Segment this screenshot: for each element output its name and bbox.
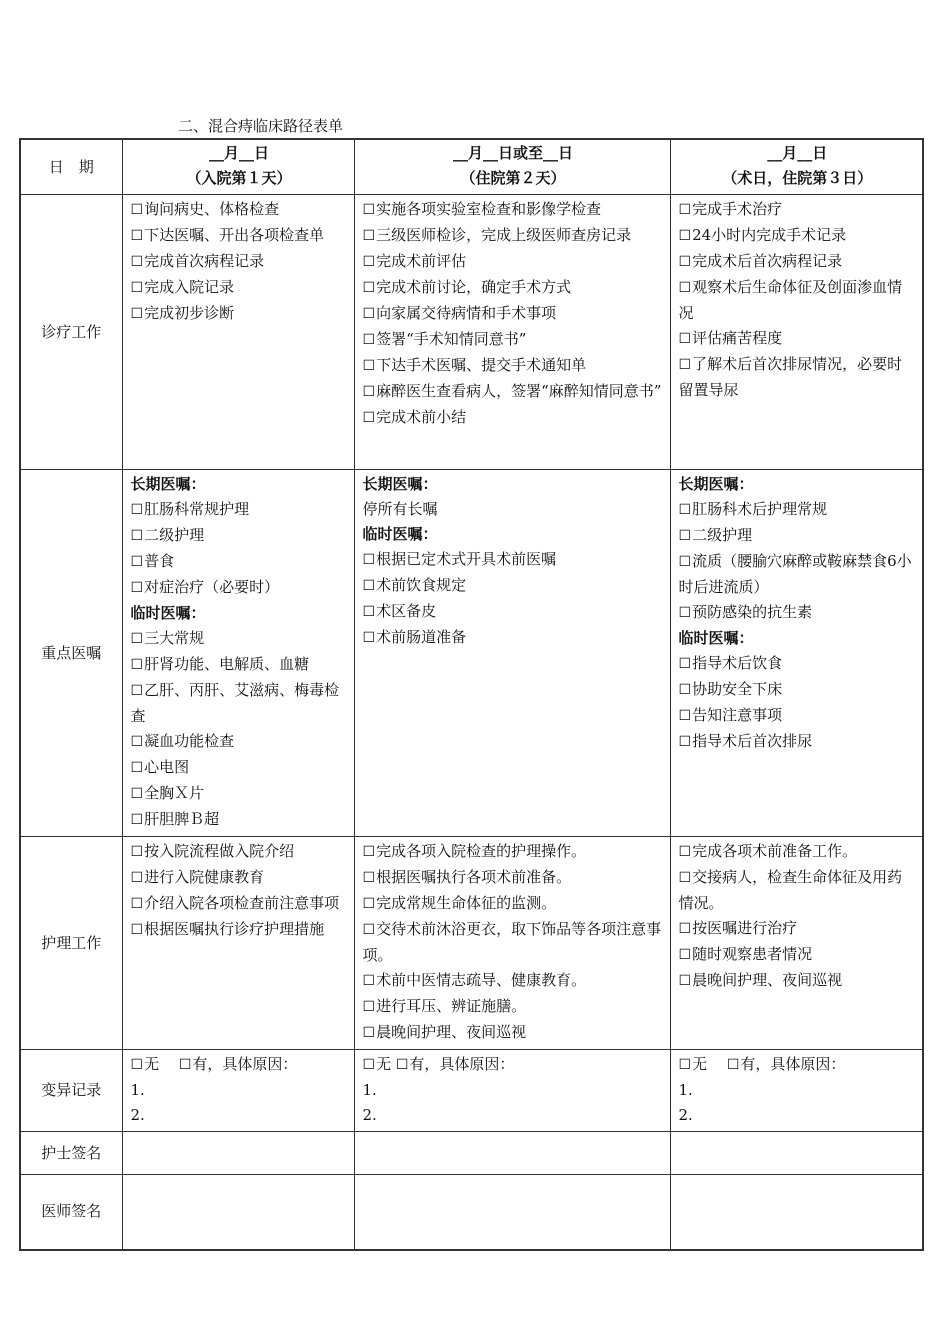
checkbox[interactable]: ☐ — [678, 973, 692, 989]
option-has-label: 有，具体原因： — [192, 1055, 298, 1073]
list-item — [679, 549, 917, 600]
orders-day2-long-text: 停所有长嘱 — [362, 500, 438, 518]
list-item-text: 普食 — [144, 552, 175, 570]
checkbox[interactable]: ☐ — [130, 502, 144, 518]
orders-day1-temp-title: 临时医嘱： — [130, 604, 206, 622]
checkbox[interactable]: ☐ — [678, 331, 692, 347]
list-item-text: 指导术后首次排尿 — [692, 732, 813, 750]
nurse-sign-row — [20, 1132, 923, 1175]
orders-day1-long-title: 长期医嘱： — [130, 475, 206, 493]
header-day2 — [354, 139, 670, 195]
header-day1 — [122, 139, 354, 195]
list-item — [363, 891, 664, 917]
list-item-text: 进行耳压、辨证施膳。 — [376, 997, 527, 1015]
checkbox[interactable]: ☐ — [362, 1025, 376, 1041]
clinical-pathway-table — [19, 138, 924, 1251]
list-item — [131, 652, 348, 678]
list-item — [363, 249, 664, 275]
list-item-text: 24小时内完成手术记录 — [692, 226, 847, 244]
checkbox-has[interactable]: ☐ — [178, 1057, 192, 1073]
checkbox[interactable]: ☐ — [362, 280, 376, 296]
nursing-label: 护理工作 — [20, 837, 122, 1050]
orders-day1-long-list — [131, 497, 348, 601]
checkbox[interactable]: ☐ — [362, 254, 376, 270]
list-item-text: 乙肝、丙肝、艾滋病、梅毒检查 — [130, 681, 340, 725]
list-item-text: 肛肠科术后护理常规 — [692, 500, 828, 518]
option-none-label: 无 — [144, 1055, 160, 1073]
diagnosis-day2 — [354, 195, 670, 470]
list-item-text: 下达医嘱、开出各项检查单 — [144, 226, 325, 244]
checkbox[interactable]: ☐ — [130, 734, 144, 750]
checkbox[interactable]: ☐ — [678, 605, 692, 621]
header-day1-sub: （入院第１天） — [186, 169, 292, 187]
checkbox[interactable]: ☐ — [362, 578, 376, 594]
list-item-text: 指导术后饮食 — [692, 654, 783, 672]
list-item — [679, 352, 917, 403]
list-item — [363, 968, 664, 994]
checkbox-none[interactable]: ☐ — [130, 1057, 144, 1073]
list-item — [131, 497, 348, 523]
list-item-text: 完成常规生命体征的监测。 — [376, 894, 557, 912]
list-item — [131, 839, 348, 865]
list-item-text: 三大常规 — [144, 629, 205, 647]
list-item-text: 麻醉医生查看病人，签署“麻醉知情同意书” — [376, 382, 662, 400]
checkbox[interactable]: ☐ — [362, 202, 376, 218]
checkbox[interactable]: ☐ — [678, 870, 692, 886]
list-item — [363, 353, 664, 379]
list-item — [363, 839, 664, 865]
header-day2-sub: （住院第２天） — [460, 169, 566, 187]
header-day3-sub: （术日，住院第３日） — [722, 169, 873, 187]
checkbox[interactable]: ☐ — [678, 844, 692, 860]
checkbox[interactable]: ☐ — [130, 657, 144, 673]
variance-day3 — [670, 1050, 923, 1132]
list-item — [363, 379, 664, 405]
list-item-text: 完成术前评估 — [376, 252, 467, 270]
list-item-text: 全胸Ｘ片 — [144, 784, 205, 802]
variance-day2-item1: 1. — [362, 1081, 377, 1099]
list-item — [363, 301, 664, 327]
diagnosis-day3 — [670, 195, 923, 470]
list-item — [363, 275, 664, 301]
list-item — [131, 678, 348, 729]
orders-label: 重点医嘱 — [20, 470, 122, 837]
checkbox[interactable]: ☐ — [362, 552, 376, 568]
checkbox[interactable]: ☐ — [130, 631, 144, 647]
list-item-text: 根据已定术式开具术前医嘱 — [376, 550, 557, 568]
variance-day3-item2: 2. — [678, 1106, 693, 1124]
header-day2-date: __月__日或至__日 — [452, 144, 573, 162]
list-item-text: 按医嘱进行治疗 — [692, 919, 798, 937]
list-item-text: 告知注意事项 — [692, 706, 783, 724]
list-item — [131, 549, 348, 575]
list-item — [679, 839, 917, 865]
checkbox[interactable]: ☐ — [678, 202, 692, 218]
orders-day2-temp-title: 临时医嘱： — [362, 525, 438, 543]
option-none-label: 无 — [692, 1055, 708, 1073]
list-item — [363, 405, 664, 431]
list-item-text: 完成术前讨论，确定手术方式 — [376, 278, 572, 296]
list-item — [363, 327, 664, 353]
list-item-text: 晨晚间护理、夜间巡视 — [376, 1023, 527, 1041]
variance-day3-item1: 1. — [678, 1081, 693, 1099]
checkbox[interactable]: ☐ — [130, 844, 144, 860]
list-item-text: 按入院流程做入院介绍 — [144, 842, 295, 860]
list-item — [131, 891, 348, 917]
variance-row — [20, 1050, 923, 1132]
variance-day1-options — [131, 1052, 348, 1078]
list-item-text: 完成手术治疗 — [692, 200, 783, 218]
list-item-text: 观察术后生命体征及创面渗血情况 — [678, 278, 903, 322]
nursing-day2 — [354, 837, 670, 1050]
list-item — [131, 865, 348, 891]
nursing-row — [20, 837, 923, 1050]
header-day3-date: __月__日 — [767, 144, 828, 162]
list-item — [363, 917, 664, 968]
option-has-label: 有，具体原因： — [409, 1055, 515, 1073]
list-item-text: 完成各项术前准备工作。 — [692, 842, 858, 860]
list-item-text: 向家属交待病情和手术事项 — [376, 304, 557, 322]
checkbox[interactable]: ☐ — [678, 682, 692, 698]
checkbox[interactable]: ☐ — [362, 922, 376, 938]
list-item — [679, 523, 917, 549]
checkbox-has[interactable]: ☐ — [726, 1057, 740, 1073]
list-item — [131, 781, 348, 807]
list-item — [679, 677, 917, 703]
checkbox[interactable]: ☐ — [678, 734, 692, 750]
orders-day3-temp-list — [679, 651, 917, 755]
document-title: 二、混合痔临床路径表单 — [178, 117, 344, 135]
option-has-label: 有，具体原因： — [740, 1055, 846, 1073]
diagnosis-row — [20, 195, 923, 470]
checkbox-has[interactable]: ☐ — [395, 1057, 409, 1073]
checkbox[interactable]: ☐ — [678, 708, 692, 724]
list-item-text: 术前肠道准备 — [376, 628, 467, 646]
checkbox[interactable]: ☐ — [678, 280, 692, 296]
header-day1-date: __月__日 — [208, 144, 269, 162]
checkbox[interactable]: ☐ — [678, 947, 692, 963]
checkbox[interactable]: ☐ — [130, 254, 144, 270]
checkbox[interactable]: ☐ — [362, 332, 376, 348]
variance-day2 — [354, 1050, 670, 1132]
list-item — [679, 326, 917, 352]
list-item-text: 对症治疗（必要时） — [144, 578, 280, 596]
orders-row — [20, 470, 923, 837]
list-item — [679, 968, 917, 994]
doctor-sign-day3[interactable] — [670, 1175, 923, 1250]
list-item-text: 交待术前沐浴更衣，取下饰品等各项注意事项。 — [362, 920, 662, 964]
list-item-text: 签署“手术知情同意书” — [376, 330, 527, 348]
checkbox[interactable]: ☐ — [362, 896, 376, 912]
checkbox[interactable]: ☐ — [678, 554, 692, 570]
list-item-text: 根据医嘱执行诊疗护理措施 — [144, 920, 325, 938]
checkbox[interactable]: ☐ — [130, 202, 144, 218]
checkbox[interactable]: ☐ — [362, 604, 376, 620]
list-item — [363, 994, 664, 1020]
list-item — [131, 917, 348, 943]
orders-day3-long-list — [679, 497, 917, 626]
list-item-text: 下达手术医嘱、提交手术通知单 — [376, 356, 587, 374]
diagnosis-label: 诊疗工作 — [20, 195, 122, 470]
list-item — [131, 223, 348, 249]
list-item — [679, 865, 917, 916]
list-item-text: 完成入院记录 — [144, 278, 235, 296]
variance-day2-item2: 2. — [362, 1106, 377, 1124]
list-item-text: 三级医师检诊，完成上级医师查房记录 — [376, 226, 632, 244]
list-item-text: 协助安全下床 — [692, 680, 783, 698]
list-item — [131, 729, 348, 755]
list-item-text: 晨晚间护理、夜间巡视 — [692, 971, 843, 989]
list-item — [131, 523, 348, 549]
list-item — [131, 275, 348, 301]
checkbox-none[interactable]: ☐ — [362, 1057, 376, 1073]
checkbox[interactable]: ☐ — [130, 896, 144, 912]
date-label: 日 期 — [20, 139, 122, 195]
list-item-text: 完成首次病程记录 — [144, 252, 265, 270]
list-item — [363, 865, 664, 891]
checkbox[interactable]: ☐ — [678, 921, 692, 937]
checkbox[interactable]: ☐ — [678, 656, 692, 672]
nurse-sign-day2[interactable] — [354, 1132, 670, 1175]
list-item — [363, 223, 664, 249]
nursing-day1 — [122, 837, 354, 1050]
checkbox[interactable]: ☐ — [130, 786, 144, 802]
checkbox[interactable]: ☐ — [130, 870, 144, 886]
checkbox[interactable]: ☐ — [678, 357, 692, 373]
list-item-text: 二级护理 — [692, 526, 753, 544]
checkbox[interactable]: ☐ — [130, 554, 144, 570]
checkbox[interactable]: ☐ — [362, 228, 376, 244]
checkbox[interactable]: ☐ — [130, 812, 144, 828]
checkbox[interactable]: ☐ — [362, 306, 376, 322]
list-item-text: 随时观察患者情况 — [692, 945, 813, 963]
list-item — [131, 626, 348, 652]
nursing-day3 — [670, 837, 923, 1050]
list-item-text: 完成各项入院检查的护理操作。 — [376, 842, 587, 860]
list-item — [679, 275, 917, 326]
list-item-text: 术前饮食规定 — [376, 576, 467, 594]
orders-day1 — [122, 470, 354, 837]
list-item-text: 评估痛苦程度 — [692, 329, 783, 347]
list-item — [679, 497, 917, 523]
nurse-sign-day1[interactable] — [122, 1132, 354, 1175]
checkbox[interactable]: ☐ — [362, 999, 376, 1015]
orders-day2-temp-list — [363, 547, 664, 651]
checkbox[interactable]: ☐ — [130, 922, 144, 938]
diagnosis-day1 — [122, 195, 354, 470]
list-item — [679, 942, 917, 968]
list-item-text: 肝肾功能、电解质、血糖 — [144, 655, 310, 673]
orders-day3 — [670, 470, 923, 837]
list-item — [679, 223, 917, 249]
orders-day3-long-title: 长期医嘱： — [678, 475, 754, 493]
header-day3 — [670, 139, 923, 195]
list-item-text: 心电图 — [144, 758, 190, 776]
list-item — [363, 197, 664, 223]
list-item-text: 询问病史、体格检查 — [144, 200, 280, 218]
orders-day2 — [354, 470, 670, 837]
checkbox[interactable]: ☐ — [362, 358, 376, 374]
list-item — [131, 197, 348, 223]
orders-day1-temp-list — [131, 626, 348, 833]
list-item-text: 完成术前小结 — [376, 408, 467, 426]
checkbox[interactable]: ☐ — [362, 630, 376, 646]
option-none-label: 无 — [376, 1055, 392, 1073]
list-item-text: 实施各项实验室检查和影像学检查 — [376, 200, 602, 218]
header-row — [20, 139, 923, 195]
list-item-text: 根据医嘱执行各项术前准备。 — [376, 868, 572, 886]
list-item-text: 肝胆脾Ｂ超 — [144, 810, 220, 828]
variance-day3-options — [679, 1052, 917, 1078]
variance-day1-item1: 1. — [130, 1081, 145, 1099]
doctor-sign-label: 医师签名 — [20, 1175, 122, 1250]
list-item — [131, 301, 348, 327]
list-item-text: 凝血功能检查 — [144, 732, 235, 750]
variance-day1-item2: 2. — [130, 1106, 145, 1124]
list-item — [131, 755, 348, 781]
variance-day1 — [122, 1050, 354, 1132]
doctor-sign-row — [20, 1175, 923, 1250]
checkbox[interactable]: ☐ — [130, 683, 144, 699]
list-item-text: 介绍入院各项检查前注意事项 — [144, 894, 340, 912]
checkbox[interactable]: ☐ — [362, 384, 376, 400]
orders-day2-long-title: 长期医嘱： — [362, 475, 438, 493]
list-item — [363, 1020, 664, 1046]
list-item-text: 完成术后首次病程记录 — [692, 252, 843, 270]
checkbox[interactable]: ☐ — [362, 870, 376, 886]
checkbox[interactable]: ☐ — [678, 528, 692, 544]
list-item — [679, 197, 917, 223]
doctor-sign-day1[interactable] — [122, 1175, 354, 1250]
doctor-sign-day2[interactable] — [354, 1175, 670, 1250]
list-item-text: 预防感染的抗生素 — [692, 603, 813, 621]
list-item-text: 进行入院健康教育 — [144, 868, 265, 886]
list-item — [131, 249, 348, 275]
orders-day3-temp-title: 临时医嘱： — [678, 629, 754, 647]
checkbox[interactable]: ☐ — [362, 410, 376, 426]
checkbox[interactable]: ☐ — [130, 580, 144, 596]
list-item-text: 肛肠科常规护理 — [144, 500, 250, 518]
checkbox[interactable]: ☐ — [130, 760, 144, 776]
nurse-sign-label: 护士签名 — [20, 1132, 122, 1175]
checkbox[interactable]: ☐ — [678, 228, 692, 244]
checkbox[interactable]: ☐ — [130, 306, 144, 322]
list-item — [363, 573, 664, 599]
checkbox[interactable]: ☐ — [130, 228, 144, 244]
checkbox[interactable]: ☐ — [130, 528, 144, 544]
variance-day2-options — [363, 1052, 664, 1078]
list-item-text: 术前中医情志疏导、健康教育。 — [376, 971, 587, 989]
nurse-sign-day3[interactable] — [670, 1132, 923, 1175]
checkbox[interactable]: ☐ — [362, 844, 376, 860]
list-item — [679, 916, 917, 942]
list-item — [679, 703, 917, 729]
list-item-text: 二级护理 — [144, 526, 205, 544]
checkbox-none[interactable]: ☐ — [678, 1057, 692, 1073]
checkbox[interactable]: ☐ — [678, 502, 692, 518]
list-item — [131, 575, 348, 601]
list-item-text: 流质（腰腧穴麻醉或鞍麻禁食6小时后进流质） — [678, 552, 912, 596]
list-item — [131, 807, 348, 833]
list-item-text: 术区备皮 — [376, 602, 437, 620]
list-item — [679, 600, 917, 626]
list-item-text: 交接病人，检查生命体征及用药情况。 — [678, 868, 903, 912]
list-item — [363, 599, 664, 625]
list-item-text: 了解术后首次排尿情况，必要时留置导尿 — [678, 355, 903, 399]
list-item — [679, 729, 917, 755]
checkbox[interactable]: ☐ — [130, 280, 144, 296]
variance-label: 变异记录 — [20, 1050, 122, 1132]
list-item-text: 完成初步诊断 — [144, 304, 235, 322]
list-item — [679, 651, 917, 677]
list-item — [363, 625, 664, 651]
list-item — [363, 547, 664, 573]
checkbox[interactable]: ☐ — [362, 973, 376, 989]
checkbox[interactable]: ☐ — [678, 254, 692, 270]
list-item — [679, 249, 917, 275]
